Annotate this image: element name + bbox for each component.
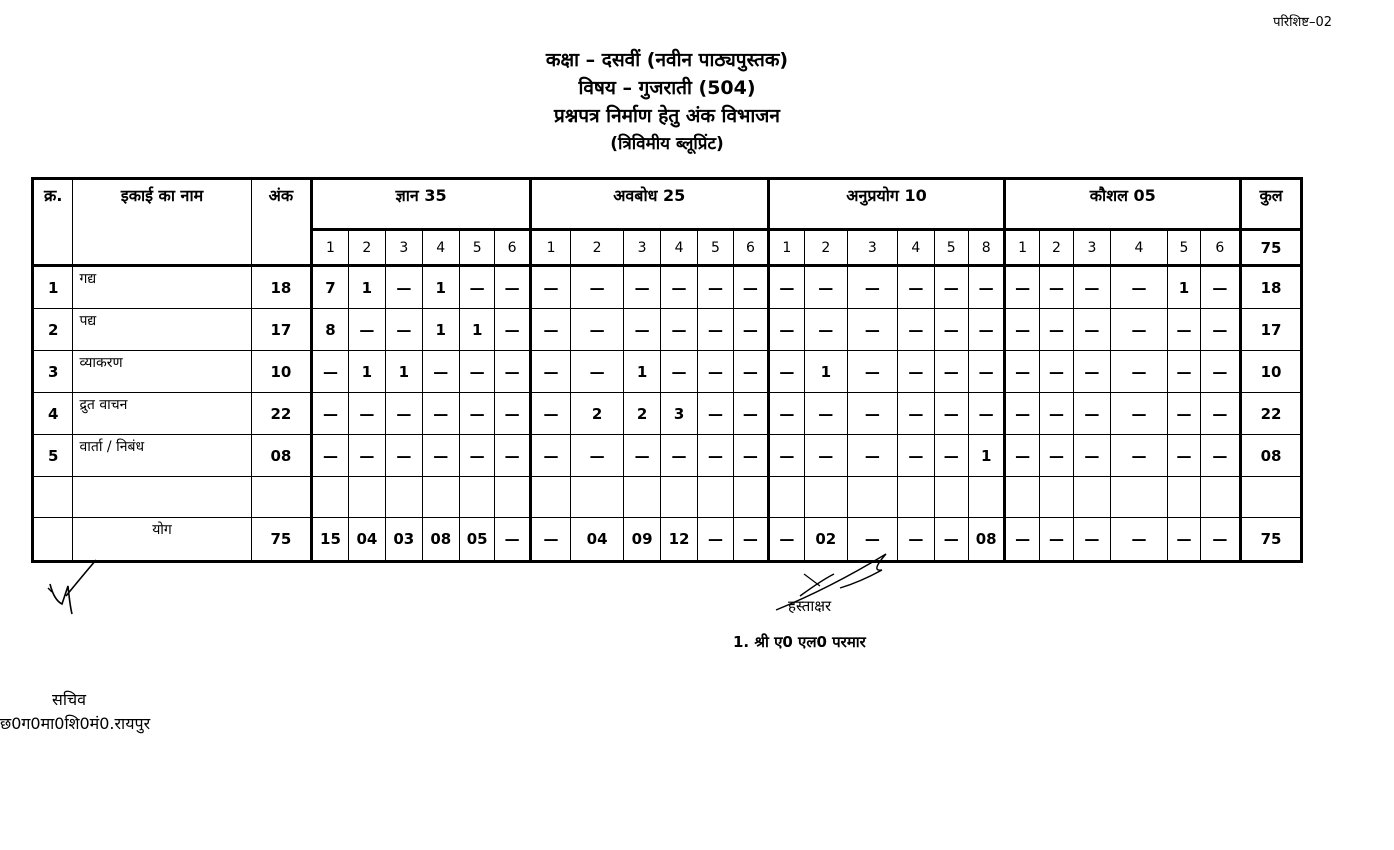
cell-value: — xyxy=(934,266,968,309)
subheader-knowledge-2: 2 xyxy=(348,230,385,266)
cell-marks: 10 xyxy=(251,351,312,393)
cell-value xyxy=(422,477,459,518)
cell-value: — xyxy=(1039,351,1073,393)
table-row xyxy=(33,351,1302,393)
cell-value: — xyxy=(530,435,570,477)
cell-value: — xyxy=(805,393,847,435)
cell-value: — xyxy=(530,351,570,393)
cell-value: — xyxy=(697,393,733,435)
cell-value: 2 xyxy=(571,393,624,435)
header-application: अनुप्रयोग 10 xyxy=(768,179,1005,230)
subheader-application-4: 4 xyxy=(898,230,934,266)
cell-value: — xyxy=(1005,393,1039,435)
cell-value: — xyxy=(422,351,459,393)
subheader-skill-1: 1 xyxy=(1005,230,1039,266)
subheader-knowledge-4: 4 xyxy=(422,230,459,266)
header-understanding: अवबोध 25 xyxy=(530,179,768,230)
cell-marks: 75 xyxy=(251,518,312,562)
cell-value: — xyxy=(1074,266,1110,309)
subheader-skill-5: 5 xyxy=(1168,230,1200,266)
cell-value: — xyxy=(1039,435,1073,477)
subheader-understanding-4: 4 xyxy=(661,230,697,266)
subheader-understanding-5: 5 xyxy=(697,230,733,266)
cell-value: — xyxy=(847,393,898,435)
cell-value: 1 xyxy=(348,351,385,393)
cell-value: — xyxy=(571,266,624,309)
cell-value: — xyxy=(1039,518,1073,562)
cell-value: — xyxy=(934,435,968,477)
cell-value: — xyxy=(1200,351,1240,393)
cell-value xyxy=(459,477,494,518)
cell-value: — xyxy=(734,309,768,351)
cell-value: — xyxy=(459,266,494,309)
cell-value: — xyxy=(1005,266,1039,309)
cell-value: — xyxy=(968,351,1004,393)
cell-value: 02 xyxy=(805,518,847,562)
cell-value: — xyxy=(898,309,934,351)
cell-value: — xyxy=(571,309,624,351)
cell-value: — xyxy=(768,266,804,309)
subheader-application-3: 3 xyxy=(847,230,898,266)
cell-value: — xyxy=(768,393,804,435)
cell-value: — xyxy=(805,309,847,351)
title-blueprint: (त्रिविमीय ब्लूप्रिंट) xyxy=(610,134,724,154)
cell-marks: 22 xyxy=(251,393,312,435)
cell-value: 1 xyxy=(348,266,385,309)
subheader-understanding-3: 3 xyxy=(623,230,660,266)
header-row xyxy=(33,179,1302,230)
title-subject: विषय – गुजराती (504) xyxy=(578,77,756,99)
cell-value: — xyxy=(768,518,804,562)
cell-value: — xyxy=(1110,393,1168,435)
cell-total xyxy=(1241,477,1302,518)
subheader-application-5: 5 xyxy=(934,230,968,266)
cell-value xyxy=(530,477,570,518)
cell-value: 08 xyxy=(968,518,1004,562)
cell-value: 1 xyxy=(386,351,422,393)
cell-value xyxy=(934,477,968,518)
cell-value: — xyxy=(495,393,530,435)
cell-value xyxy=(697,477,733,518)
header-skill: कौशल 05 xyxy=(1005,179,1241,230)
cell-value: — xyxy=(495,518,530,562)
cell-value: — xyxy=(697,351,733,393)
cell-value: — xyxy=(697,435,733,477)
cell-value: — xyxy=(1039,393,1073,435)
title-purpose: प्रश्नपत्र निर्माण हेतु अंक विभाजन xyxy=(554,105,780,127)
cell-unit-name: व्याकरण xyxy=(73,351,251,393)
cell-marks: 18 xyxy=(251,266,312,309)
signature-label: हस्ताक्षर xyxy=(788,597,832,615)
cell-value: — xyxy=(697,309,733,351)
cell-total: 22 xyxy=(1241,393,1302,435)
subheader-understanding-2: 2 xyxy=(571,230,624,266)
subheader-understanding-1: 1 xyxy=(530,230,570,266)
cell-value: — xyxy=(1005,351,1039,393)
cell-value xyxy=(661,477,697,518)
cell-value: — xyxy=(968,266,1004,309)
cell-value: — xyxy=(1110,266,1168,309)
cell-value: — xyxy=(530,518,570,562)
table-row xyxy=(33,435,1302,477)
cell-total: 08 xyxy=(1241,435,1302,477)
cell-value: — xyxy=(1168,393,1200,435)
cell-value: — xyxy=(1110,351,1168,393)
cell-serial xyxy=(33,477,73,518)
cell-value: — xyxy=(934,393,968,435)
cell-value: 2 xyxy=(623,393,660,435)
cell-value xyxy=(805,477,847,518)
cell-value: 1 xyxy=(805,351,847,393)
cell-value: 15 xyxy=(312,518,348,562)
cell-value: — xyxy=(1005,518,1039,562)
subheader-application-6: 8 xyxy=(968,230,1004,266)
cell-value: — xyxy=(571,351,624,393)
cell-value: — xyxy=(1168,518,1200,562)
cell-value xyxy=(1005,477,1039,518)
cell-value xyxy=(734,477,768,518)
cell-value: — xyxy=(805,266,847,309)
cell-value: — xyxy=(530,393,570,435)
cell-value: — xyxy=(697,518,733,562)
subheader-application-2: 2 xyxy=(805,230,847,266)
subheader-knowledge-1: 1 xyxy=(312,230,348,266)
cell-value: — xyxy=(768,351,804,393)
table-row xyxy=(33,266,1302,309)
subheader-application-1: 1 xyxy=(768,230,804,266)
signer-name: 1. श्री ए0 एल0 परमार xyxy=(733,633,866,651)
cell-value: — xyxy=(459,393,494,435)
cell-value: — xyxy=(734,393,768,435)
cell-value: — xyxy=(386,266,422,309)
cell-value: — xyxy=(847,435,898,477)
cell-value: 03 xyxy=(386,518,422,562)
cell-value xyxy=(1168,477,1200,518)
cell-value: — xyxy=(847,351,898,393)
cell-value: 04 xyxy=(348,518,385,562)
cell-value: — xyxy=(661,435,697,477)
header-unit-name: इकाई का नाम xyxy=(73,179,251,266)
cell-value: — xyxy=(934,309,968,351)
subheader-knowledge-5: 5 xyxy=(459,230,494,266)
cell-value xyxy=(623,477,660,518)
cell-value: — xyxy=(805,435,847,477)
subheader-total: 75 xyxy=(1241,230,1302,266)
cell-unit-name xyxy=(73,477,251,518)
header-total: कुल xyxy=(1241,179,1302,230)
cell-serial: 4 xyxy=(33,393,73,435)
cell-value: — xyxy=(1074,518,1110,562)
cell-value: — xyxy=(1168,435,1200,477)
cell-value: — xyxy=(847,518,898,562)
cell-unit-name: पद्य xyxy=(73,309,251,351)
cell-value: — xyxy=(898,518,934,562)
subheader-skill-4: 4 xyxy=(1110,230,1168,266)
cell-value: 7 xyxy=(312,266,348,309)
cell-value: 09 xyxy=(623,518,660,562)
secretary-signature xyxy=(44,556,104,618)
cell-value: — xyxy=(495,435,530,477)
cell-value: — xyxy=(386,393,422,435)
cell-value: — xyxy=(1039,266,1073,309)
cell-value: — xyxy=(1039,309,1073,351)
table-row xyxy=(33,309,1302,351)
cell-value: — xyxy=(1168,351,1200,393)
cell-value xyxy=(386,477,422,518)
cell-value: 08 xyxy=(422,518,459,562)
cell-value: — xyxy=(530,309,570,351)
cell-value: 1 xyxy=(459,309,494,351)
cell-value: — xyxy=(898,266,934,309)
cell-value: — xyxy=(847,266,898,309)
cell-value: — xyxy=(734,518,768,562)
cell-value: — xyxy=(312,393,348,435)
cell-value xyxy=(768,477,804,518)
cell-value: — xyxy=(968,309,1004,351)
table-row xyxy=(33,393,1302,435)
cell-value: 1 xyxy=(422,309,459,351)
cell-value: — xyxy=(1200,518,1240,562)
cell-value xyxy=(847,477,898,518)
cell-value xyxy=(968,477,1004,518)
cell-value: — xyxy=(898,351,934,393)
cell-value: — xyxy=(934,518,968,562)
cell-total: 18 xyxy=(1241,266,1302,309)
subheader-skill-3: 3 xyxy=(1074,230,1110,266)
cell-value: — xyxy=(847,309,898,351)
cell-value: — xyxy=(1200,266,1240,309)
board-office: छ0ग0मा0शि0मं0.रायपुर xyxy=(0,714,151,733)
header-knowledge: ज्ञान 35 xyxy=(312,179,531,230)
cell-serial: 2 xyxy=(33,309,73,351)
appendix-label: परिशिष्ट–02 xyxy=(1273,15,1332,30)
cell-value xyxy=(495,477,530,518)
cell-value: 12 xyxy=(661,518,697,562)
cell-value: 8 xyxy=(312,309,348,351)
cell-value xyxy=(571,477,624,518)
secretary-title: सचिव xyxy=(52,690,87,709)
cell-value: 05 xyxy=(459,518,494,562)
cell-value: — xyxy=(623,435,660,477)
cell-serial: 5 xyxy=(33,435,73,477)
cell-value: — xyxy=(348,393,385,435)
cell-value: — xyxy=(1110,518,1168,562)
cell-value: — xyxy=(312,435,348,477)
cell-value: — xyxy=(661,309,697,351)
cell-value: — xyxy=(495,309,530,351)
cell-total: 17 xyxy=(1241,309,1302,351)
cell-value: 04 xyxy=(571,518,624,562)
cell-value: — xyxy=(1005,309,1039,351)
cell-value xyxy=(1110,477,1168,518)
cell-serial: 1 xyxy=(33,266,73,309)
cell-value: — xyxy=(1074,351,1110,393)
subheader-knowledge-6: 6 xyxy=(495,230,530,266)
header-serial: क्र. xyxy=(33,179,73,266)
cell-value: — xyxy=(1110,309,1168,351)
title-class: कक्षा – दसवीं (नवीन पाठ्यपुस्तक) xyxy=(545,49,789,71)
cell-value: — xyxy=(459,435,494,477)
cell-value: — xyxy=(623,266,660,309)
cell-value: — xyxy=(495,351,530,393)
cell-value: — xyxy=(898,435,934,477)
cell-value: — xyxy=(1074,393,1110,435)
cell-value: 1 xyxy=(422,266,459,309)
cell-value: — xyxy=(1200,393,1240,435)
cell-value: — xyxy=(734,266,768,309)
cell-value: — xyxy=(968,393,1004,435)
cell-value: — xyxy=(571,435,624,477)
cell-serial xyxy=(33,518,73,562)
cell-total: 75 xyxy=(1241,518,1302,562)
header-marks: अंक xyxy=(251,179,312,266)
cell-value: — xyxy=(459,351,494,393)
cell-serial: 3 xyxy=(33,351,73,393)
cell-value xyxy=(1039,477,1073,518)
cell-marks: 17 xyxy=(251,309,312,351)
cell-value: — xyxy=(768,435,804,477)
subheader-skill-2: 2 xyxy=(1039,230,1073,266)
cell-value: — xyxy=(422,393,459,435)
cell-value xyxy=(312,477,348,518)
table-row-blank xyxy=(33,477,1302,518)
subheader-knowledge-3: 3 xyxy=(386,230,422,266)
cell-value: — xyxy=(934,351,968,393)
blueprint-table xyxy=(31,177,1303,563)
cell-marks: 08 xyxy=(251,435,312,477)
cell-value: — xyxy=(1005,435,1039,477)
cell-value: — xyxy=(734,351,768,393)
subheader-understanding-6: 6 xyxy=(734,230,768,266)
cell-value xyxy=(1200,477,1240,518)
subheader-skill-6: 6 xyxy=(1200,230,1240,266)
cell-total: 10 xyxy=(1241,351,1302,393)
cell-value: — xyxy=(623,309,660,351)
cell-value: 1 xyxy=(1168,266,1200,309)
cell-value: — xyxy=(768,309,804,351)
cell-value: 1 xyxy=(623,351,660,393)
cell-value: — xyxy=(386,309,422,351)
cell-unit-name: गद्य xyxy=(73,266,251,309)
cell-value: — xyxy=(1168,309,1200,351)
document-titles xyxy=(0,46,1334,158)
cell-unit-name: द्रुत वाचन xyxy=(73,393,251,435)
cell-value: — xyxy=(734,435,768,477)
cell-value: — xyxy=(530,266,570,309)
cell-value xyxy=(348,477,385,518)
cell-value: 1 xyxy=(968,435,1004,477)
cell-unit-name: वार्ता / निबंध xyxy=(73,435,251,477)
cell-value: — xyxy=(1200,309,1240,351)
table-row-total xyxy=(33,518,1302,562)
cell-value: 3 xyxy=(661,393,697,435)
cell-value: — xyxy=(312,351,348,393)
cell-value: — xyxy=(1074,309,1110,351)
cell-value: — xyxy=(386,435,422,477)
cell-marks xyxy=(251,477,312,518)
cell-value: — xyxy=(422,435,459,477)
cell-value: — xyxy=(348,309,385,351)
cell-value xyxy=(898,477,934,518)
cell-value: — xyxy=(1074,435,1110,477)
cell-value: — xyxy=(495,266,530,309)
cell-value: — xyxy=(1110,435,1168,477)
cell-value: — xyxy=(1200,435,1240,477)
cell-value: — xyxy=(348,435,385,477)
cell-value: — xyxy=(898,393,934,435)
cell-value: — xyxy=(661,266,697,309)
cell-value xyxy=(1074,477,1110,518)
cell-value: — xyxy=(697,266,733,309)
cell-value: — xyxy=(661,351,697,393)
cell-unit-name: योग xyxy=(73,518,251,562)
